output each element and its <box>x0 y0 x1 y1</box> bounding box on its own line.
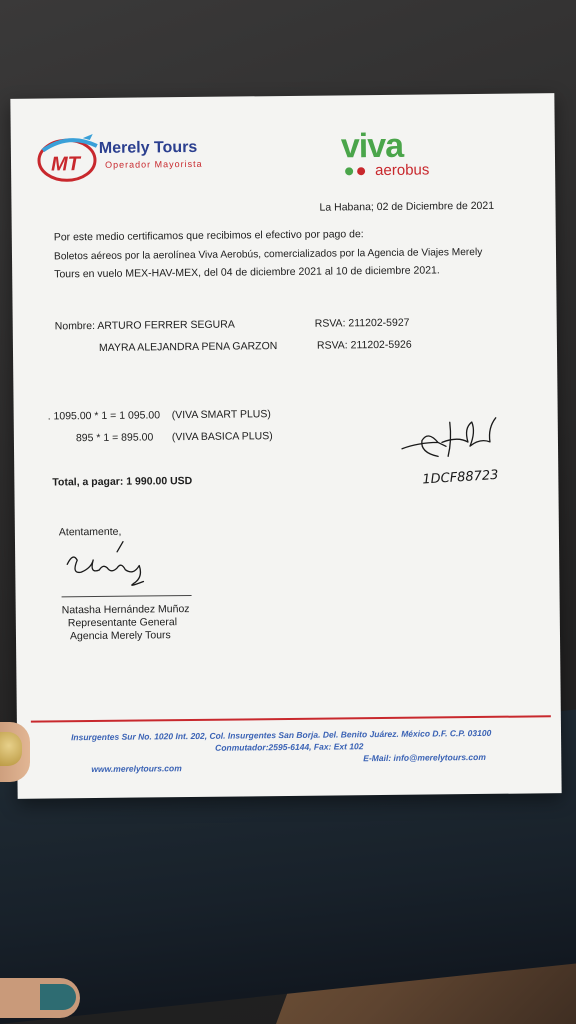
passenger-name-1: Nombre: ARTURO FERRER SEGURA <box>54 318 235 333</box>
charge-calc-2: 895 * 1 = 895.00 <box>75 431 154 445</box>
charge-fare-2: (VIVA BASICA PLUS) <box>171 430 273 444</box>
signer-name: Natasha Hernández Muñoz <box>61 603 190 617</box>
company-name: Merely Tours <box>98 138 198 157</box>
signer-title: Representante General <box>67 616 178 630</box>
passenger-name-2: MAYRA ALEJANDRA PENA GARZON <box>98 340 278 354</box>
charge-calc-1: . 1095.00 * 1 = 1 095.00 <box>47 409 161 423</box>
mt-emblem-icon <box>35 128 106 189</box>
signature-line <box>62 595 192 597</box>
passenger-rsva-1: RSVA: 211202-5927 <box>314 316 410 330</box>
passenger-rsva-2: RSVA: 211202-5926 <box>316 338 412 352</box>
finger-nail <box>40 984 76 1010</box>
client-signature <box>398 412 503 469</box>
viva-dots-icon <box>343 165 373 177</box>
company-tagline: Operador Mayorista <box>104 158 203 170</box>
signer-company: Agencia Merely Tours <box>69 629 171 643</box>
handwritten-id: 1DCF88723 <box>421 467 499 488</box>
footer-website: www.merelytours.com <box>91 763 182 775</box>
date-line: La Habana; 02 de Diciembre de 2021 <box>319 199 495 214</box>
viva-wordmark: viva <box>340 126 404 166</box>
body-line-1: Boletos aéreos por la aerolínea Viva Aerobús, comercializados por la Agencia de Viajes Merely <box>53 246 483 263</box>
footer-email: E-Mail: info@merelytours.com <box>363 751 486 764</box>
closing-text: Atentamente, <box>58 525 122 539</box>
receipt-document <box>10 93 561 799</box>
footer-address: Insurgentes Sur No. 1020 Int. 202, Col. Insurgentes San Borja. Del. Benito Juárez. México D.F. C.P. 03100 <box>70 727 492 743</box>
viva-aerobus-logo <box>341 128 430 179</box>
signer-signature <box>63 537 164 590</box>
charge-fare-1: (VIVA SMART PLUS) <box>171 408 271 422</box>
total-amount: Total, a pagar: 1 990.00 USD <box>52 474 193 489</box>
svg-text:MT: MT <box>50 153 81 176</box>
footer-divider <box>31 715 551 722</box>
intro-text: Por este medio certificamos que recibimos el efectivo por pago de: <box>53 228 364 244</box>
body-line-2: Tours en vuelo MEX-HAV-MEX, del 04 de diciembre 2021 al 10 de diciembre 2021. <box>54 264 440 281</box>
footer-phone: Conmutador:2595-6144, Fax: Ext 102 <box>215 741 364 753</box>
thumb-nail <box>0 732 22 766</box>
viva-subtitle: aerobus <box>375 161 430 180</box>
